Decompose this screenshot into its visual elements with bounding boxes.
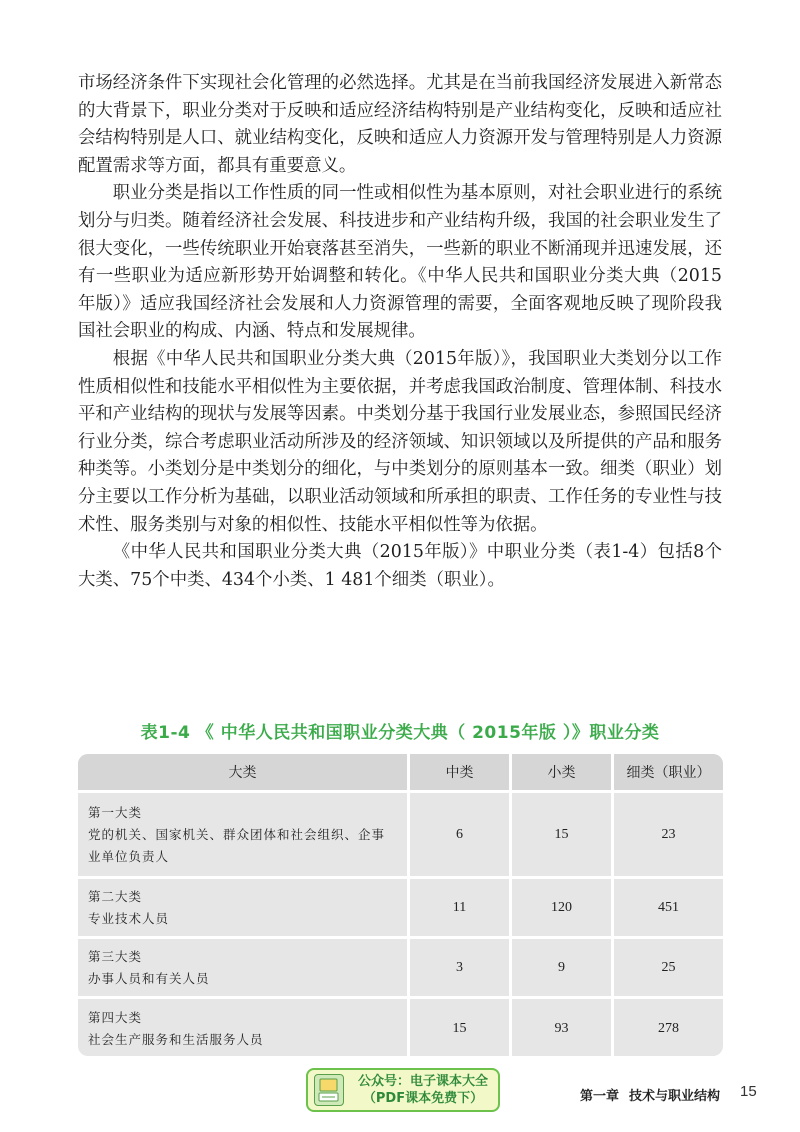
paragraph-4: 《中华人民共和国职业分类大典（2015年版）》中职业分类（表1-4）包括8个大类、75个中类、434个小类、1 481个细类（职业）。 [78,542,722,590]
header-small-category: 小类 [512,754,614,793]
category-number: 第二大类 [88,888,143,904]
chapter-number: 第一章 [580,1089,620,1104]
watermark-text [348,1073,498,1107]
body-text [78,70,722,594]
paragraph-2: 职业分类是指以工作性质的同一性或相似性为基本原则，对社会职业进行的系统划分与归类。随着经济社会发展、科技进步和产业结构升级，我国的社会职业发生了很大变化，一些传统职业开始衰落甚至消失，一些新的职业不断涌现并迅速发展，还有一些职业为适应新形势开始调整和转化。《中华人民共和国职业分类大典（2015年版）》适应我国经济社会发展和人力资源管理的需要，全面客观地反映了现阶段我国社会职业的构成、内涵、特点和发展规律。 [78,183,722,342]
category-cell [78,999,410,1056]
category-number: 第三大类 [88,948,143,964]
category-name: 办事人员和有关人员 [88,970,210,986]
paragraph-3: 根据《中华人民共和国职业分类大典（2015年版）》，我国职业大类划分以工作性质相似性和技能水平相似性为主要依据，并考虑我国政治制度、管理体制、科技水平和产业结构的现状与发展等因素。中类划分基于我国行业发展业态，参照国民经济行业分类，综合考虑职业活动所涉及的经济领域、知识领域以及所提供的产品和服务种类等。小类划分是中类划分的细化，与中类划分的原则基本一致。细类（职业）划分主要以工作分析为基础，以职业活动领域和所承担的职责、工作任务的专业性与技术性、服务类别与对象的相似性、技能水平相似性等为依据。 [78,348,722,535]
medium-count: 6 [410,793,512,879]
small-count: 15 [512,793,614,879]
medium-count: 11 [410,879,512,939]
medium-count: 15 [410,999,512,1056]
detail-count: 278 [658,1021,679,1036]
category-cell [78,879,410,939]
detail-count: 451 [614,879,723,939]
category-cell [78,793,410,879]
table-row [78,879,723,939]
occupation-table [78,754,723,1056]
category-number: 第四大类 [88,1010,143,1025]
header-medium-category: 中类 [410,754,512,793]
page-number: 15 [740,1083,757,1100]
watermark-line-2: （PDF课本免费下） [362,1091,484,1106]
category-name: 党的机关、国家机关、群众团体和社会组织、企事业单位负责人 [88,826,386,864]
header-detail-category: 细类（职业） [614,754,723,793]
paragraph-1: 市场经济条件下实现社会化管理的必然选择。尤其是在当前我国经济发展进入新常态的大背景下，职业分类对于反映和适应经济结构特别是产业结构变化，反映和适应社会结构特别是人口、就业结构变化，反映和适应人力资源开发与管理特别是人力资源配置需求等方面，都具有重要意义。 [78,73,722,176]
book-icon [314,1074,344,1106]
category-number: 第一大类 [88,804,143,820]
table-row [78,999,723,1056]
detail-count: 25 [614,939,723,999]
category-name: 专业技术人员 [88,910,170,926]
watermark-line-1: 公众号：电子课本大全 [357,1074,488,1089]
table-header-row [78,754,723,793]
small-count: 9 [512,939,614,999]
running-footer [580,1085,720,1104]
medium-count: 3 [410,939,512,999]
detail-count: 23 [614,793,723,879]
table-row [78,793,723,879]
category-name: 社会生产服务和生活服务人员 [88,1032,264,1047]
category-cell [78,939,410,999]
chapter-title: 技术与职业结构 [629,1089,721,1104]
table-row [78,939,723,999]
small-count: 93 [512,999,614,1056]
header-major-category: 大类 [78,754,410,793]
watermark-badge [306,1068,500,1112]
small-count: 120 [512,879,614,939]
table-title: 表1-4 《 中华人民共和国职业分类大典（ 2015年版 ）》职业分类 [140,723,660,743]
